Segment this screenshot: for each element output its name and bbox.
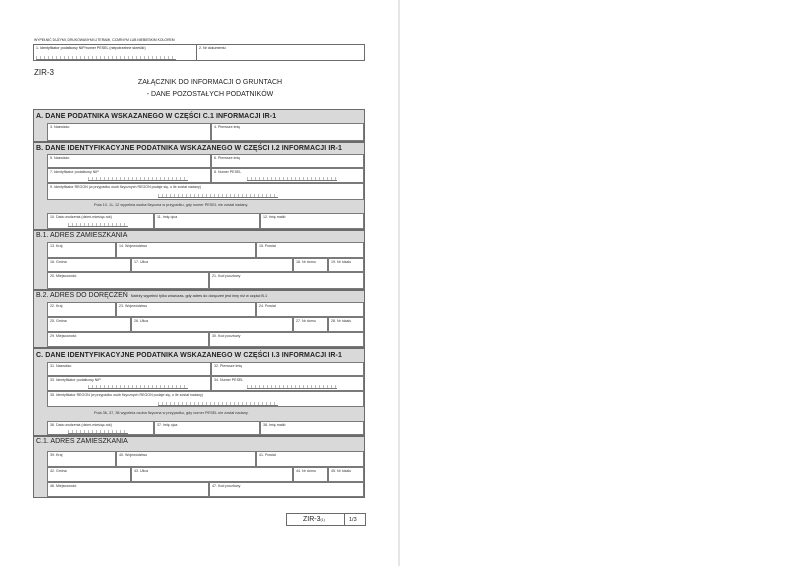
form-title-line1: ZAŁĄCZNIK DO INFORMACJI O GRUNTACH (137, 79, 283, 86)
commune-field-b2[interactable]: 25. Gmina (47, 317, 131, 332)
father-name-field-c[interactable]: 37. Imię ojca (154, 421, 260, 435)
regon-field-c[interactable]: 35. Identyfikator REGON (w przypadku osób fizycznych REGON podaje się, o ile został nadany) (47, 391, 364, 407)
footer-form-code: ZIR-3(1) (303, 516, 325, 523)
taxpayer-id-label: 1. Identyfikator podatkowy NIP/numer PESEL (niepotrzebne skreślić) (36, 46, 146, 50)
section-b2-note: Należy wypełnić tylko wówczas, gdy adres do doręczeń jest inny niż w części B.1 (130, 294, 268, 298)
section-b2-title: B.2. ADRES DO DORĘCZEŃ Należy wypełnić tylko wówczas, gdy adres do doręczeń jest inny niż w części B.1 (36, 292, 268, 299)
voivodeship-field-c1[interactable]: 40. Województwo (116, 451, 256, 467)
voivodeship-field-b2[interactable]: 23. Województwo (116, 302, 256, 317)
form-code: ZIR-3 (34, 68, 54, 77)
section-b-title: B. DANE IDENTYFIKACYJNE PODATNIKA WSKAZANEGO W CZĘŚCI I.2 INFORMACJI IR-1 (36, 145, 342, 152)
page-number: 1/3 (349, 516, 357, 523)
voivodeship-field-b1[interactable]: 14. Województwo (116, 242, 256, 258)
section-b1-title: B.1. ADRES ZAMIESZKANIA (36, 232, 128, 239)
document-number-label: 2. Nr dokumentu (199, 46, 226, 50)
section-b (33, 142, 365, 230)
mother-name-field-b[interactable]: 12. Imię matki (260, 213, 364, 229)
country-field-b2[interactable]: 22. Kraj (47, 302, 116, 317)
country-field-c1[interactable]: 39. Kraj (47, 451, 116, 467)
house-number-field-c1[interactable]: 44. Nr domu (293, 467, 328, 482)
section-c1-title: C.1. ADRES ZAMIESZKANIA (36, 438, 128, 445)
birth-date-field-c[interactable]: 36. Data urodzenia (dzień-miesiąc-rok) (47, 421, 154, 435)
apartment-number-field-c1[interactable]: 45. Nr lokalu (328, 467, 364, 482)
mother-name-field-c[interactable]: 38. Imię matki (260, 421, 364, 435)
locality-field-b2[interactable]: 29. Miejscowość (47, 332, 209, 347)
pesel-field-b[interactable]: 8. Numer PESEL (211, 168, 364, 183)
section-b2 (33, 290, 365, 348)
postal-code-field-c1[interactable]: 47. Kod pocztowy (209, 482, 364, 497)
father-name-field-b[interactable]: 11. Imię ojca (154, 213, 260, 229)
section-c1 (33, 436, 365, 498)
section-c-title: C. DANE IDENTYFIKACYJNE PODATNIKA WSKAZANEGO W CZĘŚCI I.3 INFORMACJI IR-1 (36, 352, 342, 359)
surname-field-a[interactable]: 3. Nazwisko (47, 123, 211, 141)
commune-field-c1[interactable]: 42. Gmina (47, 467, 131, 482)
section-b1 (33, 230, 365, 290)
section-a-title: A. DANE PODATNIKA WSKAZANEGO W CZĘŚCI C.1 INFORMACJI IR-1 (36, 113, 277, 120)
country-field-b1[interactable]: 13. Kraj (47, 242, 116, 258)
county-field-b2[interactable]: 24. Powiat (256, 302, 364, 317)
county-field-c1[interactable]: 41. Powiat (256, 451, 364, 467)
nip-field-c[interactable]: 33. Identyfikator podatkowy NIP (47, 376, 211, 391)
locality-field-b1[interactable]: 20. Miejscowość (47, 272, 209, 289)
house-number-field-b1[interactable]: 18. Nr domu (293, 258, 328, 272)
first-name-field-b[interactable]: 6. Pierwsze imię (211, 154, 364, 168)
pesel-field-c[interactable]: 34. Numer PESEL (211, 376, 364, 391)
blank-page (400, 0, 800, 566)
surname-field-b[interactable]: 5. Nazwisko (47, 154, 211, 168)
section-c-note: Pola 36, 37, 38 wypełnia osoba fizyczna w przypadku, gdy numer PESEL nie został nadany. (94, 411, 249, 415)
first-name-field-c[interactable]: 32. Pierwsze imię (211, 362, 364, 376)
street-field-b2[interactable]: 26. Ulica (131, 317, 293, 332)
surname-field-c[interactable]: 31. Nazwisko (47, 362, 211, 376)
form-page (0, 0, 398, 566)
street-field-c1[interactable]: 43. Ulica (131, 467, 293, 482)
nip-field-b[interactable]: 7. Identyfikator podatkowy NIP (47, 168, 211, 183)
section-c (33, 348, 365, 436)
section-a (33, 109, 365, 142)
locality-field-c1[interactable]: 46. Miejscowość (47, 482, 209, 497)
postal-code-field-b1[interactable]: 21. Kod pocztowy (209, 272, 364, 289)
taxpayer-id-field[interactable] (36, 56, 176, 60)
apartment-number-field-b2[interactable]: 28. Nr lokalu (328, 317, 364, 332)
birth-date-field-b[interactable]: 10. Data urodzenia (dzień-miesiąc-rok) (47, 213, 154, 229)
commune-field-b1[interactable]: 16. Gmina (47, 258, 131, 272)
header-box (33, 44, 365, 61)
first-name-field-a[interactable]: 4. Pierwsze imię (211, 123, 364, 141)
regon-field-b[interactable]: 9. Identyfikator REGON (w przypadku osób fizycznych REGON podaje się, o ile został nadany) (47, 183, 364, 200)
street-field-b1[interactable]: 17. Ulica (131, 258, 293, 272)
form-title-line2: - DANE POZOSTAŁYCH PODATNIKÓW (146, 91, 274, 98)
section-b-note: Pola 10, 11, 12 wypełnia osoba fizyczna w przypadku, gdy numer PESEL nie został nadany. (94, 203, 249, 207)
postal-code-field-b2[interactable]: 30. Kod pocztowy (209, 332, 364, 347)
county-field-b1[interactable]: 15. Powiat (256, 242, 364, 258)
house-number-field-b2[interactable]: 27. Nr domu (293, 317, 328, 332)
apartment-number-field-b1[interactable]: 19. Nr lokalu (328, 258, 364, 272)
footer-box (286, 513, 366, 526)
fill-instruction: WYPEŁNIĆ DUŻYMI, DRUKOWANYMI LITERAMI, CZARNYM LUB NIEBIESKIM KOLOREM (34, 38, 175, 42)
